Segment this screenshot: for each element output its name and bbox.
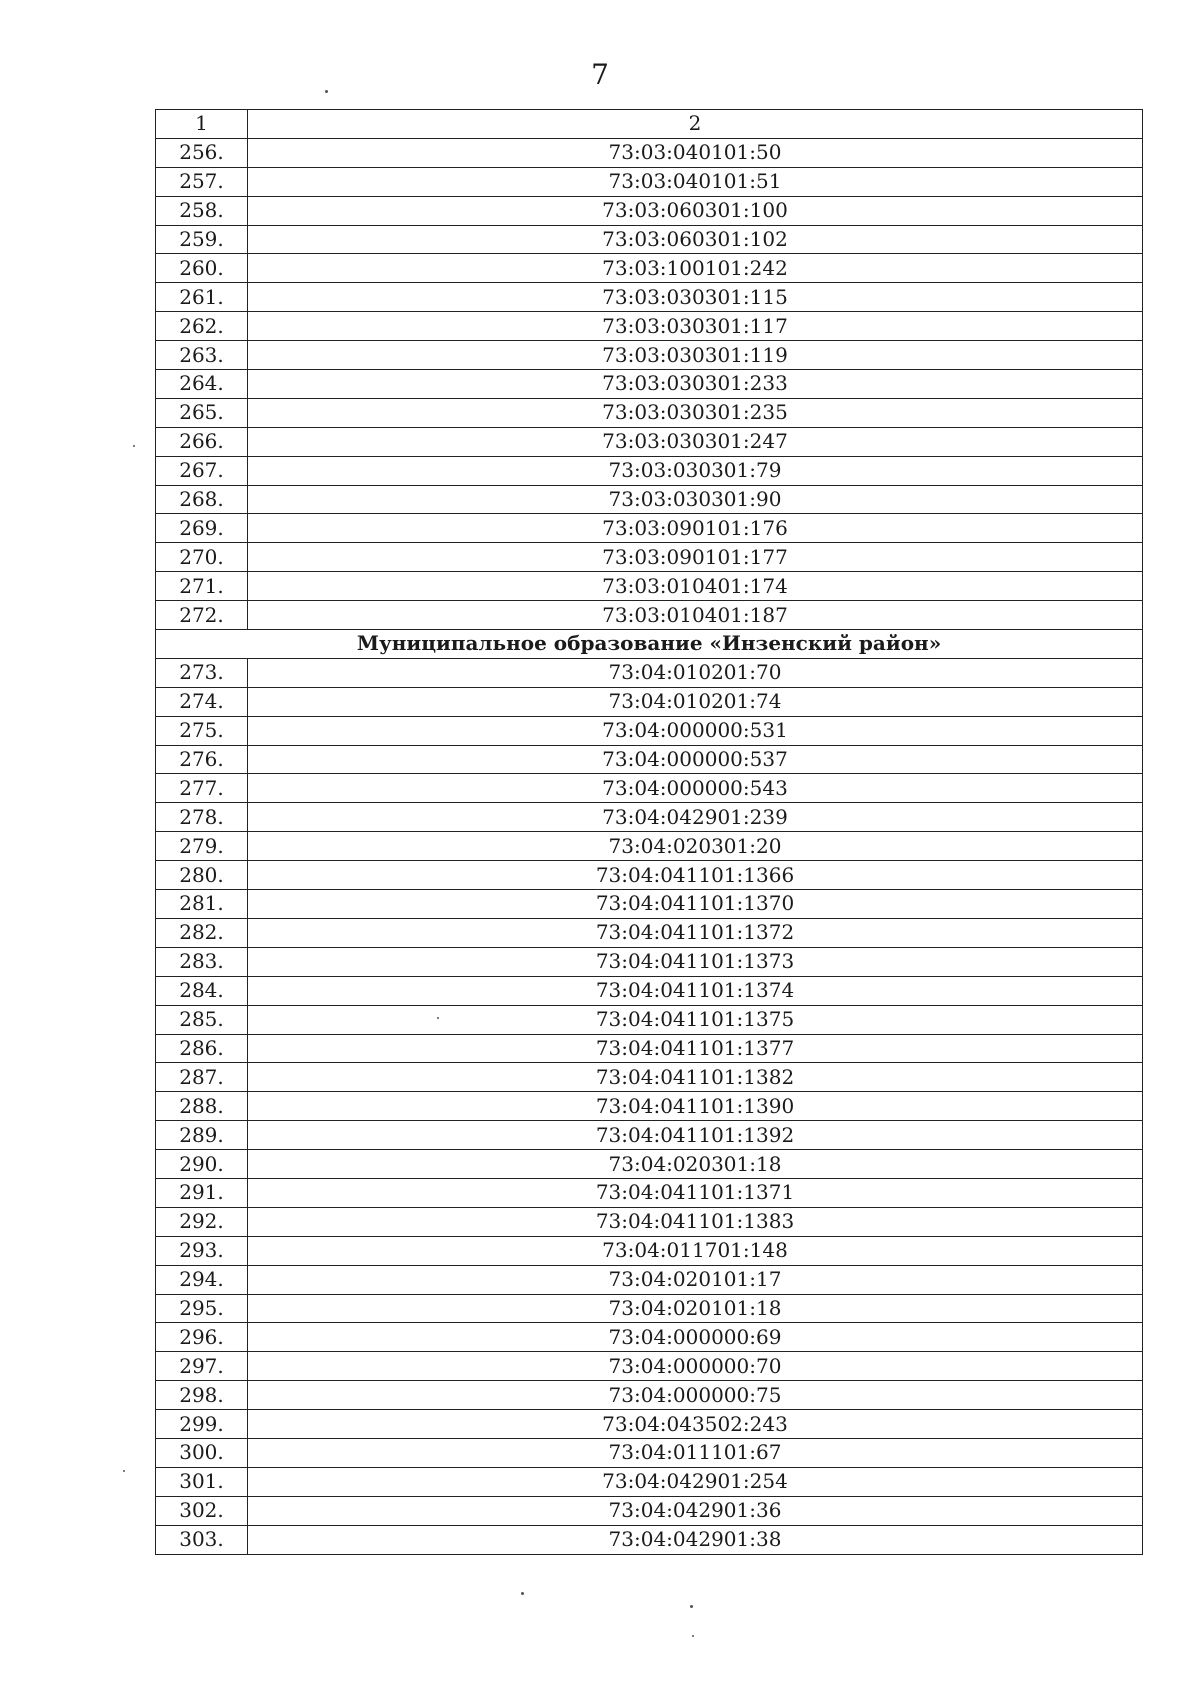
table-row: [156, 341, 1143, 370]
table-row: [156, 312, 1143, 341]
row-number-cell: 303.: [156, 1525, 248, 1554]
column-header-number: 1: [156, 110, 248, 139]
cadastral-number-cell: 73:03:030301:115: [248, 283, 1143, 312]
cadastral-number-cell: 73:04:041101:1392: [248, 1121, 1143, 1150]
table-row: [156, 1034, 1143, 1063]
cadastral-number-cell: 73:04:042901:239: [248, 803, 1143, 832]
row-number-cell: 292.: [156, 1207, 248, 1236]
row-number-cell: 290.: [156, 1150, 248, 1179]
table-row: [156, 167, 1143, 196]
row-number-cell: 280.: [156, 861, 248, 890]
row-number-cell: 294.: [156, 1265, 248, 1294]
cadastral-number-cell: 73:04:041101:1373: [248, 947, 1143, 976]
cadastral-number-cell: 73:04:041101:1375: [248, 1005, 1143, 1034]
table-row: [156, 1121, 1143, 1150]
cadastral-number-cell: 73:03:090101:177: [248, 543, 1143, 572]
cadastral-number-cell: 73:03:040101:50: [248, 138, 1143, 167]
row-number-cell: 274.: [156, 687, 248, 716]
page-number: 7: [591, 58, 609, 91]
table-row: [156, 456, 1143, 485]
scan-speck: [133, 445, 135, 447]
table-row: [156, 1438, 1143, 1467]
cadastral-number-cell: 73:04:041101:1374: [248, 976, 1143, 1005]
section-row: [156, 630, 1143, 659]
table-header: [156, 110, 1143, 139]
cadastral-number-cell: 73:03:060301:102: [248, 225, 1143, 254]
cadastral-number-cell: 73:04:010201:74: [248, 687, 1143, 716]
cadastral-number-cell: 73:03:100101:242: [248, 254, 1143, 283]
cadastral-number-cell: 73:03:030301:117: [248, 312, 1143, 341]
row-number-cell: 278.: [156, 803, 248, 832]
table-row: [156, 1005, 1143, 1034]
table-row: [156, 1323, 1143, 1352]
cadastral-number-cell: 73:04:011101:67: [248, 1438, 1143, 1467]
row-number-cell: 259.: [156, 225, 248, 254]
table-row: [156, 890, 1143, 919]
row-number-cell: 267.: [156, 456, 248, 485]
row-number-cell: 288.: [156, 1092, 248, 1121]
row-number-cell: 282.: [156, 918, 248, 947]
table-row: [156, 803, 1143, 832]
table-row: [156, 283, 1143, 312]
row-number-cell: 263.: [156, 341, 248, 370]
cadastral-number-cell: 73:04:020101:17: [248, 1265, 1143, 1294]
table-row: [156, 1352, 1143, 1381]
row-number-cell: 272.: [156, 601, 248, 630]
row-number-cell: 298.: [156, 1381, 248, 1410]
table-row: [156, 485, 1143, 514]
cadastral-table: [155, 109, 1143, 1555]
row-number-cell: 297.: [156, 1352, 248, 1381]
cadastral-number-cell: 73:03:030301:247: [248, 427, 1143, 456]
table-row: [156, 1236, 1143, 1265]
table-row: [156, 196, 1143, 225]
table-body: [156, 138, 1143, 1554]
scan-speck: [123, 1470, 125, 1472]
row-number-cell: 269.: [156, 514, 248, 543]
cadastral-number-cell: 73:04:043502:243: [248, 1410, 1143, 1439]
table-row: [156, 1496, 1143, 1525]
row-number-cell: 260.: [156, 254, 248, 283]
cadastral-number-cell: 73:04:041101:1371: [248, 1178, 1143, 1207]
row-number-cell: 270.: [156, 543, 248, 572]
cadastral-number-cell: 73:04:041101:1372: [248, 918, 1143, 947]
row-number-cell: 279.: [156, 832, 248, 861]
row-number-cell: 300.: [156, 1438, 248, 1467]
row-number-cell: 276.: [156, 745, 248, 774]
cadastral-number-cell: 73:04:041101:1366: [248, 861, 1143, 890]
scan-speck: [692, 1635, 694, 1637]
table-row: [156, 687, 1143, 716]
cadastral-number-cell: 73:04:041101:1370: [248, 890, 1143, 919]
cadastral-number-cell: 73:03:060301:100: [248, 196, 1143, 225]
table-row: [156, 138, 1143, 167]
table-row: [156, 1178, 1143, 1207]
row-number-cell: 293.: [156, 1236, 248, 1265]
cadastral-number-cell: 73:04:041101:1383: [248, 1207, 1143, 1236]
cadastral-number-cell: 73:03:030301:233: [248, 370, 1143, 399]
row-number-cell: 262.: [156, 312, 248, 341]
table-row: [156, 1467, 1143, 1496]
table-row: [156, 716, 1143, 745]
table-row: [156, 1265, 1143, 1294]
cadastral-number-cell: 73:03:040101:51: [248, 167, 1143, 196]
cadastral-number-cell: 73:04:041101:1382: [248, 1063, 1143, 1092]
scan-speck: [325, 90, 328, 93]
table-row: [156, 427, 1143, 456]
table-row: [156, 1410, 1143, 1439]
cadastral-number-cell: 73:04:000000:75: [248, 1381, 1143, 1410]
cadastral-number-cell: 73:04:000000:69: [248, 1323, 1143, 1352]
row-number-cell: 284.: [156, 976, 248, 1005]
cadastral-number-cell: 73:03:030301:235: [248, 398, 1143, 427]
table-row: [156, 254, 1143, 283]
row-number-cell: 257.: [156, 167, 248, 196]
row-number-cell: 266.: [156, 427, 248, 456]
cadastral-number-cell: 73:04:041101:1390: [248, 1092, 1143, 1121]
table-row: [156, 1207, 1143, 1236]
cadastral-number-cell: 73:03:010401:174: [248, 572, 1143, 601]
table-row: [156, 1150, 1143, 1179]
cadastral-number-cell: 73:04:000000:537: [248, 745, 1143, 774]
row-number-cell: 295.: [156, 1294, 248, 1323]
cadastral-number-cell: 73:03:090101:176: [248, 514, 1143, 543]
table-row: [156, 918, 1143, 947]
table-row: [156, 370, 1143, 399]
table-row: [156, 947, 1143, 976]
cadastral-number-cell: 73:04:020301:20: [248, 832, 1143, 861]
cadastral-number-cell: 73:03:030301:79: [248, 456, 1143, 485]
cadastral-number-cell: 73:04:042901:38: [248, 1525, 1143, 1554]
row-number-cell: 256.: [156, 138, 248, 167]
table-row: [156, 861, 1143, 890]
table-row: [156, 543, 1143, 572]
row-number-cell: 287.: [156, 1063, 248, 1092]
row-number-cell: 289.: [156, 1121, 248, 1150]
row-number-cell: 271.: [156, 572, 248, 601]
table-row: [156, 398, 1143, 427]
row-number-cell: 283.: [156, 947, 248, 976]
section-title: Муниципальное образование «Инзенский район»: [156, 630, 1143, 659]
table-row: [156, 601, 1143, 630]
table-row: [156, 1092, 1143, 1121]
row-number-cell: 281.: [156, 890, 248, 919]
table-row: [156, 1294, 1143, 1323]
table-row: [156, 225, 1143, 254]
row-number-cell: 261.: [156, 283, 248, 312]
table-row: [156, 1063, 1143, 1092]
cadastral-number-cell: 73:03:030301:90: [248, 485, 1143, 514]
scan-speck: [521, 1592, 524, 1595]
row-number-cell: 299.: [156, 1410, 248, 1439]
row-number-cell: 273.: [156, 658, 248, 687]
row-number-cell: 264.: [156, 370, 248, 399]
table-row: [156, 976, 1143, 1005]
cadastral-number-cell: 73:04:000000:70: [248, 1352, 1143, 1381]
row-number-cell: 296.: [156, 1323, 248, 1352]
table-row: [156, 774, 1143, 803]
row-number-cell: 258.: [156, 196, 248, 225]
row-number-cell: 302.: [156, 1496, 248, 1525]
cadastral-number-cell: 73:04:041101:1377: [248, 1034, 1143, 1063]
cadastral-number-cell: 73:04:020101:18: [248, 1294, 1143, 1323]
cadastral-number-cell: 73:03:030301:119: [248, 341, 1143, 370]
table-row: [156, 832, 1143, 861]
table-row: [156, 1381, 1143, 1410]
row-number-cell: 285.: [156, 1005, 248, 1034]
cadastral-number-cell: 73:04:020301:18: [248, 1150, 1143, 1179]
cadastral-number-cell: 73:04:000000:531: [248, 716, 1143, 745]
row-number-cell: 291.: [156, 1178, 248, 1207]
row-number-cell: 301.: [156, 1467, 248, 1496]
row-number-cell: 265.: [156, 398, 248, 427]
header-row: [156, 110, 1143, 139]
table-row: [156, 745, 1143, 774]
row-number-cell: 277.: [156, 774, 248, 803]
table-row: [156, 658, 1143, 687]
cadastral-number-cell: 73:04:011701:148: [248, 1236, 1143, 1265]
row-number-cell: 286.: [156, 1034, 248, 1063]
column-header-code: 2: [248, 110, 1143, 139]
cadastral-number-cell: 73:03:010401:187: [248, 601, 1143, 630]
cadastral-number-cell: 73:04:000000:543: [248, 774, 1143, 803]
cadastral-number-cell: 73:04:042901:36: [248, 1496, 1143, 1525]
scan-speck: [690, 1605, 693, 1608]
scan-speck: [437, 1017, 439, 1019]
table-row: [156, 572, 1143, 601]
table-row: [156, 514, 1143, 543]
table-row: [156, 1525, 1143, 1554]
cadastral-number-cell: 73:04:042901:254: [248, 1467, 1143, 1496]
cadastral-number-cell: 73:04:010201:70: [248, 658, 1143, 687]
row-number-cell: 275.: [156, 716, 248, 745]
row-number-cell: 268.: [156, 485, 248, 514]
